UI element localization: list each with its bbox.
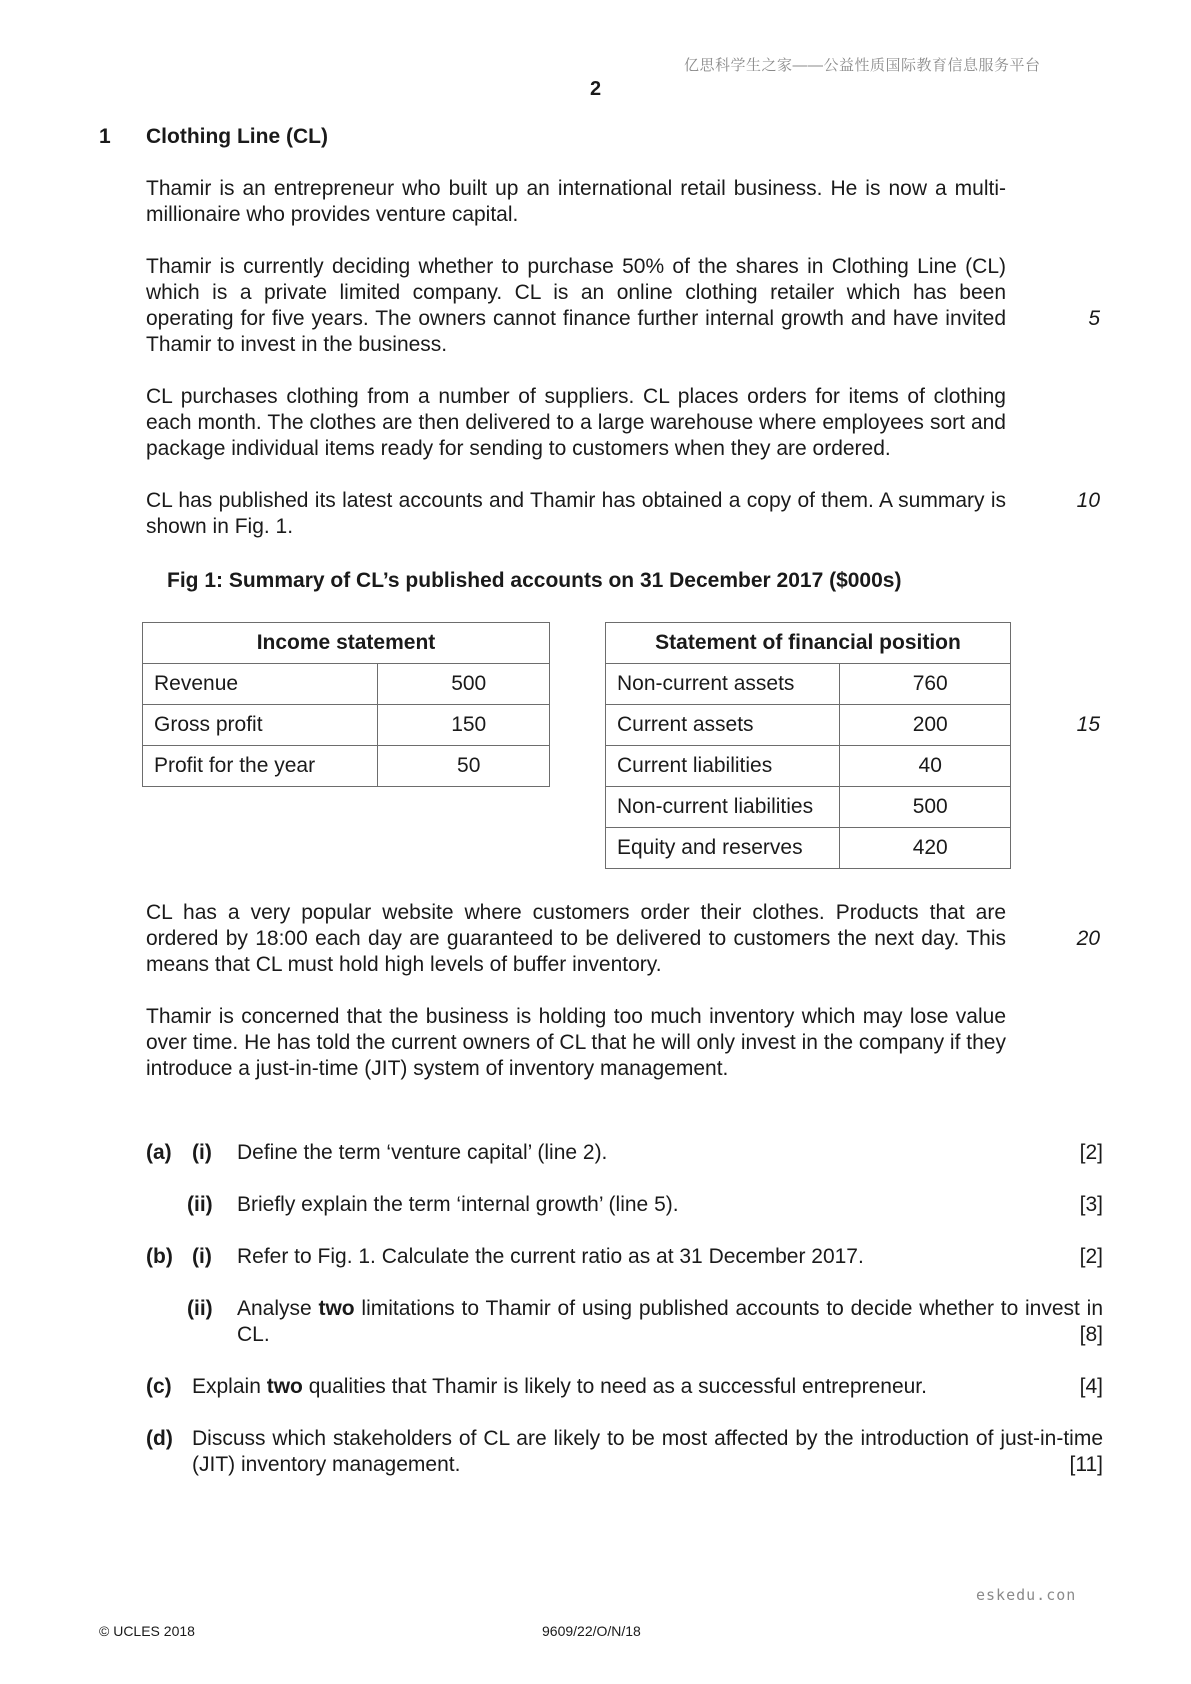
row-value: 50 — [378, 746, 550, 787]
part-a-ii-text: Briefly explain the term ‘internal growth’ (line 5). — [237, 1193, 679, 1216]
paragraph-website: CL has a very popular website where customers order their clothes. Products that are ordered by 18:00 each day are guaranteed to be delivered to customers the next day. This means that CL must hold high levels of buffer inventory. — [146, 901, 1006, 976]
line-number-15: 15 — [1076, 713, 1100, 736]
row-value: 500 — [840, 787, 1011, 828]
part-c-text — [192, 1374, 1022, 1400]
question-title: Clothing Line (CL) — [146, 125, 328, 148]
part-b-label: (b) — [146, 1245, 173, 1268]
row-label: Non-current liabilities — [606, 787, 840, 828]
part-b-ii-mark: [8] — [1079, 1323, 1103, 1346]
text-run: Analyse — [237, 1297, 319, 1320]
row-value: 200 — [840, 705, 1011, 746]
part-b-i-text: Refer to Fig. 1. Calculate the current ratio as at 31 December 2017. — [237, 1245, 864, 1268]
row-value: 150 — [378, 705, 550, 746]
part-a-ii-label: (ii) — [187, 1193, 213, 1216]
row-label: Revenue — [143, 664, 378, 705]
paragraph-jit-concern: Thamir is concerned that the business is holding too much inventory which may lose value over time. He has told the current owners of CL that he will only invest in the company if they introduce a just-in-time (JIT) system of inventory management. — [146, 1005, 1006, 1080]
table-row — [143, 746, 550, 787]
footer-paper-code: 9609/22/O/N/18 — [542, 1623, 641, 1639]
paragraph-share-purchase: Thamir is currently deciding whether to purchase 50% of the shares in Clothing Line (CL) which is a private limited company. CL is an online clothing retailer which has been operating for five years. The owners cannot finance further internal growth and have invited Thamir to invest in the business. — [146, 255, 1006, 356]
row-label: Profit for the year — [143, 746, 378, 787]
part-d-label: (d) — [146, 1427, 173, 1450]
income-statement-table — [142, 622, 550, 787]
part-d-mark: [11] — [1069, 1453, 1103, 1476]
table-row — [606, 828, 1011, 869]
paragraph-intro: Thamir is an entrepreneur who built up an international retail business. He is now a multi-millionaire who provides venture capital. — [146, 177, 1006, 226]
footer-copyright: © UCLES 2018 — [99, 1623, 195, 1639]
part-d-text: Discuss which stakeholders of CL are likely to be most affected by the introduction of just-in-time (JIT) inventory management. — [192, 1427, 1103, 1476]
part-a-i-text: Define the term ‘venture capital’ (line 2). — [237, 1141, 608, 1164]
part-b-i-label: (i) — [192, 1245, 212, 1268]
question-number: 1 — [99, 125, 111, 148]
text-run: qualities that Thamir is likely to need as a successful entrepreneur. — [302, 1375, 927, 1398]
page-number: 2 — [589, 78, 602, 100]
table-row — [606, 664, 1011, 705]
text-run: limitations to Thamir of using published accounts to decide whether to invest in CL. — [237, 1297, 1103, 1346]
line-number-20: 20 — [1076, 927, 1100, 950]
row-value: 420 — [840, 828, 1011, 869]
table-row — [143, 664, 550, 705]
row-value: 500 — [378, 664, 550, 705]
paragraph-accounts: CL has published its latest accounts and Thamir has obtained a copy of them. A summary is shown in Fig. 1. — [146, 489, 1006, 538]
brand-watermark: eskedu.con — [976, 1586, 1077, 1604]
part-a-i-mark: [2] — [1079, 1141, 1103, 1164]
row-value: 40 — [840, 746, 1011, 787]
line-number-5: 5 — [1088, 307, 1100, 330]
watermark-text: 亿思科学生之家——公益性质国际教育信息服务平台 — [684, 57, 1041, 74]
table-row — [606, 746, 1011, 787]
row-label: Gross profit — [143, 705, 378, 746]
table-row — [606, 787, 1011, 828]
part-b-i-mark: [2] — [1079, 1245, 1103, 1268]
part-b-ii-label: (ii) — [187, 1297, 213, 1320]
line-number-10: 10 — [1076, 489, 1100, 512]
part-a-ii-mark: [3] — [1079, 1193, 1103, 1216]
row-label: Equity and reserves — [606, 828, 840, 869]
financial-position-table — [605, 622, 1011, 869]
row-label: Non-current assets — [606, 664, 840, 705]
table-row — [606, 705, 1011, 746]
paragraph-suppliers: CL purchases clothing from a number of suppliers. CL places orders for items of clothing each month. The clothes are then delivered to a large warehouse where employees sort and package individual items ready for sending to customers when they are ordered. — [146, 385, 1006, 460]
part-c-mark: [4] — [1079, 1375, 1103, 1398]
part-c-label: (c) — [146, 1375, 172, 1398]
part-a-i-label: (i) — [192, 1141, 212, 1164]
row-label: Current assets — [606, 705, 840, 746]
row-label: Current liabilities — [606, 746, 840, 787]
table-header: Statement of financial position — [606, 623, 1011, 664]
emphasis-two: two — [266, 1375, 303, 1398]
emphasis-two: two — [318, 1297, 355, 1320]
figure-caption: Fig 1: Summary of CL’s published accounts on 31 December 2017 ($000s) — [167, 569, 902, 592]
part-b-ii-text — [237, 1296, 1103, 1348]
table-header: Income statement — [143, 623, 550, 664]
part-a-label: (a) — [146, 1141, 172, 1164]
text-run: Explain — [192, 1375, 267, 1398]
table-row — [143, 705, 550, 746]
row-value: 760 — [840, 664, 1011, 705]
